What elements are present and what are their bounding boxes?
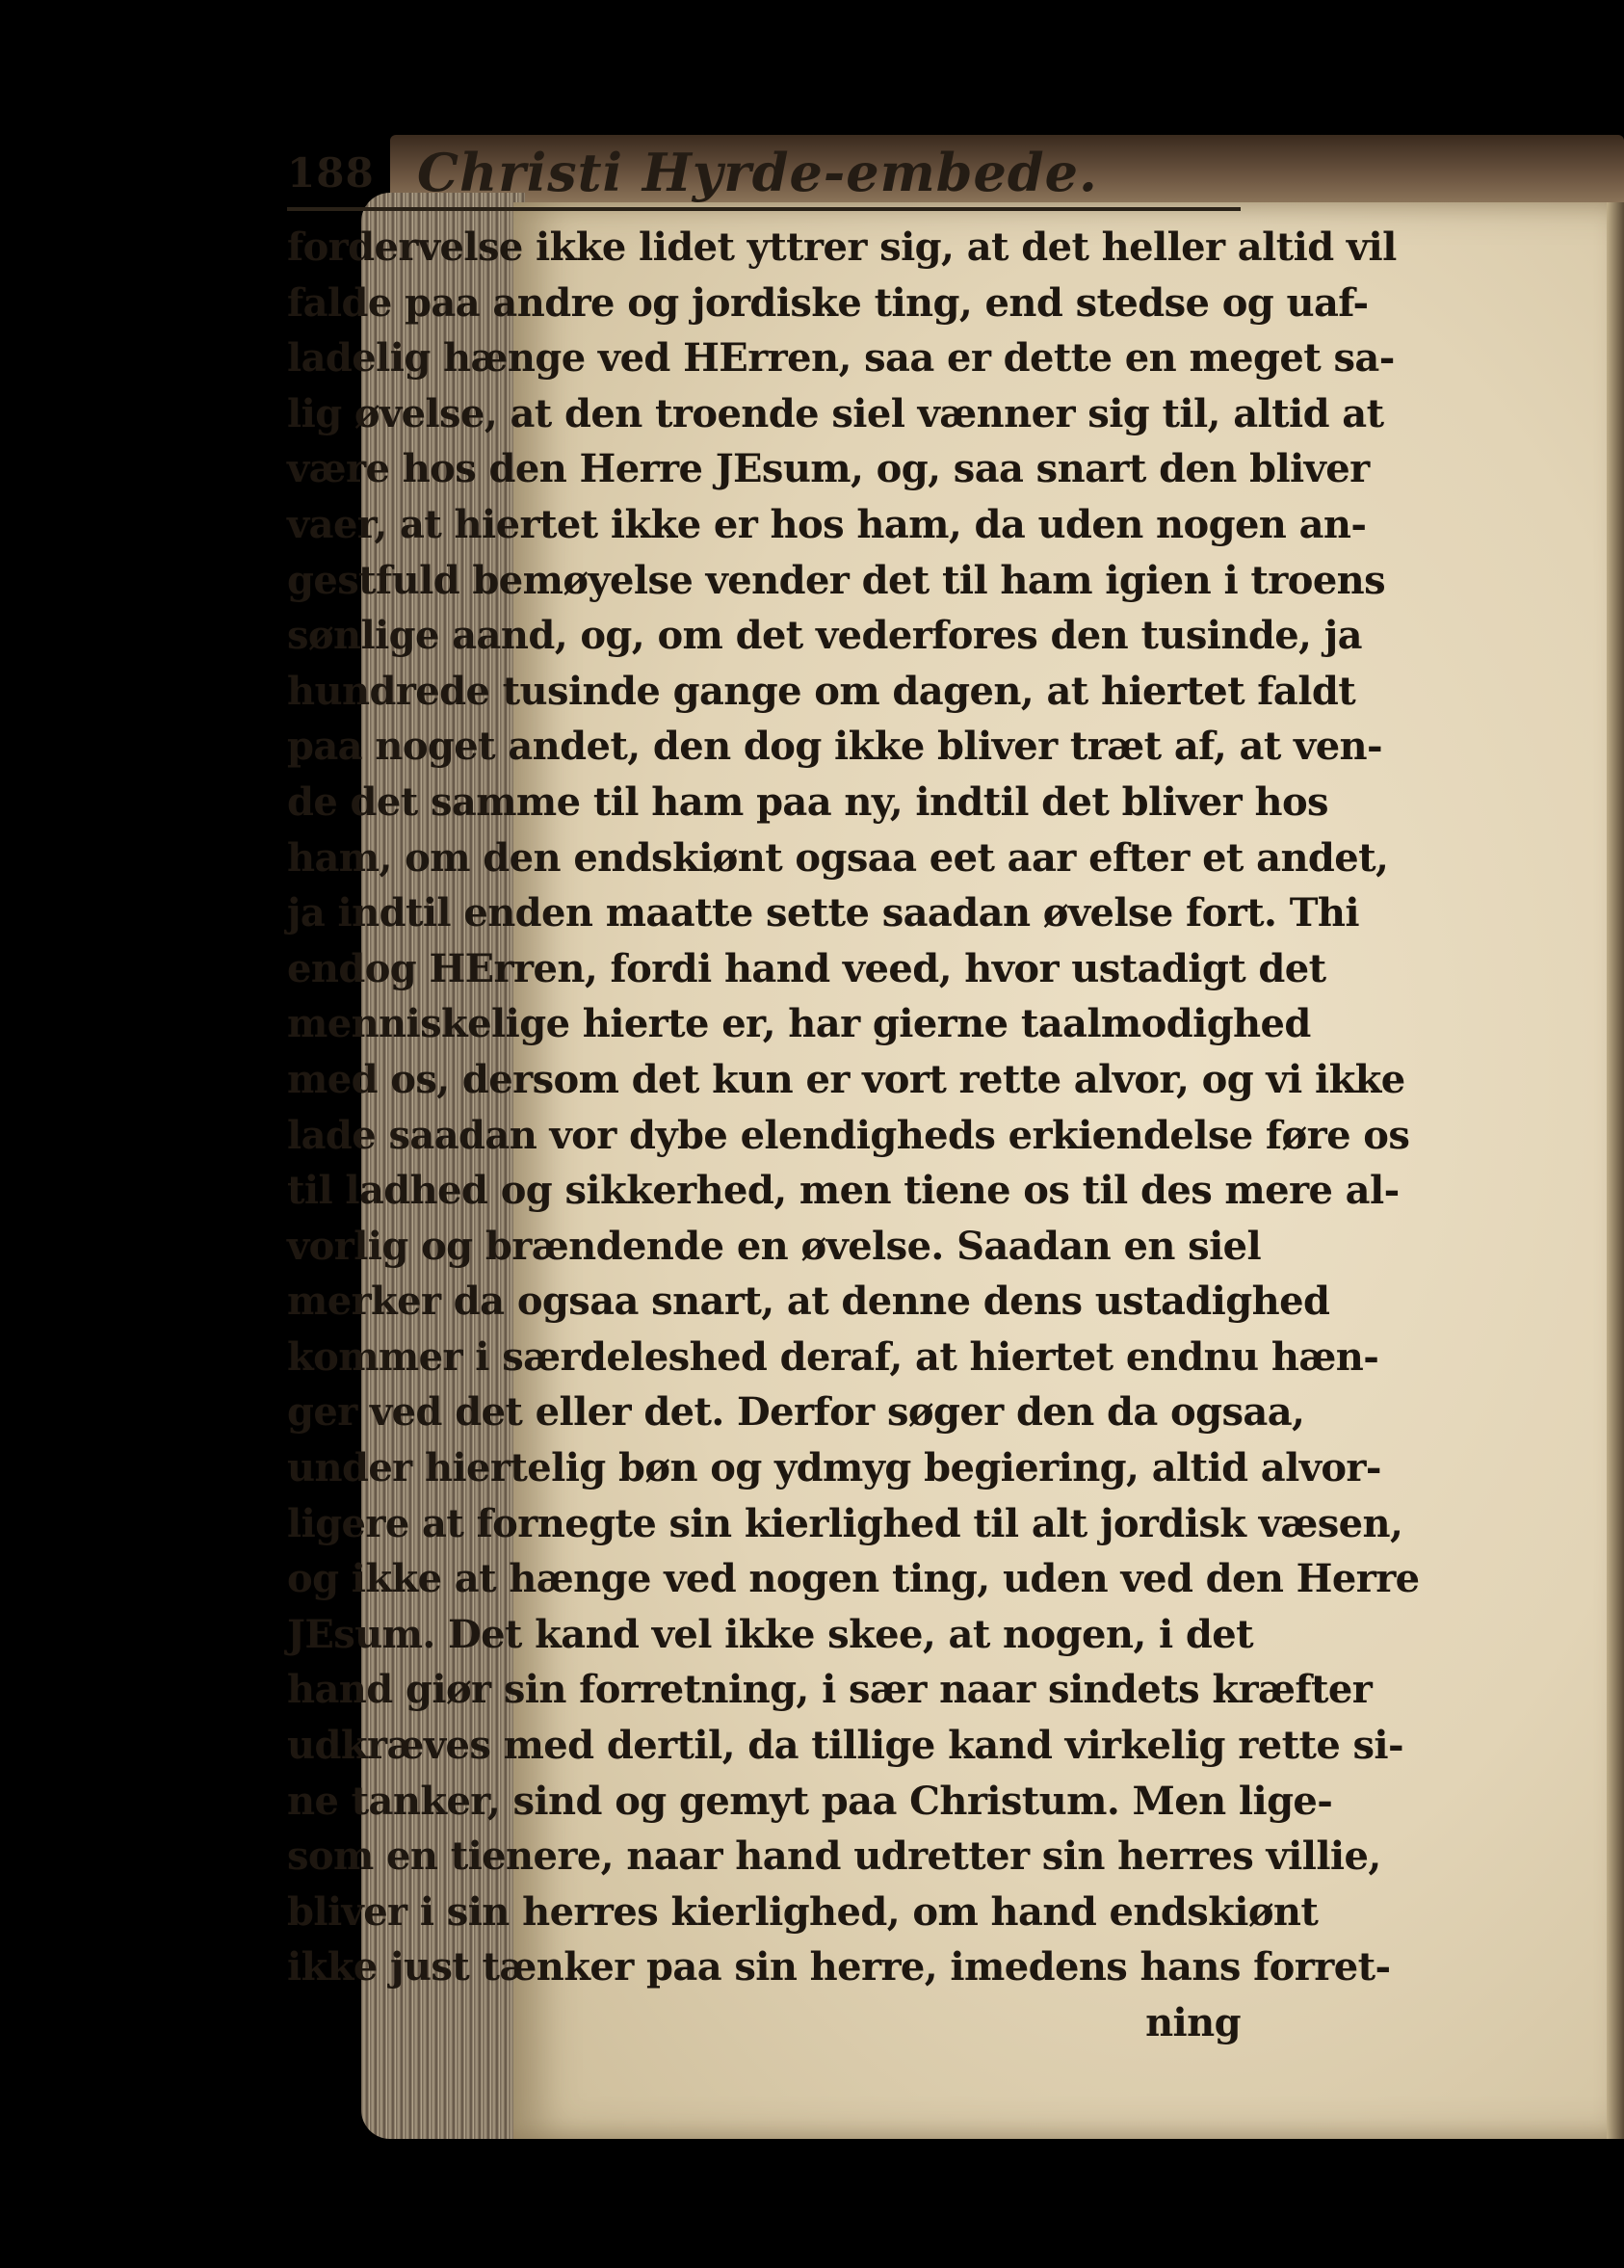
text-line: lade saadan vor dybe elendigheds erkiendelse føre os	[287, 1112, 1410, 1158]
page-header	[287, 142, 1241, 211]
text-line: sønlige aand, og, om det vederfores den tusinde, ja	[287, 613, 1362, 659]
text-line: og ikke at hænge ved nogen ting, uden ved den Herre	[287, 1556, 1420, 1602]
text-line: endog HErren, fordi hand veed, hvor ustadigt det	[287, 945, 1326, 991]
text-line: vaer, at hiertet ikke er hos ham, da uden nogen an-	[287, 501, 1367, 547]
book-gutter	[1607, 202, 1624, 2139]
text-line: fordervelse ikke lidet yttrer sig, at det heller altid vil	[287, 224, 1397, 270]
text-line: falde paa andre og jordiske ting, end stedse og uaf-	[287, 279, 1369, 326]
text-line: lig øvelse, at den troende siel vænner sig til, altid at	[287, 390, 1384, 436]
text-line: gestfuld bemøyelse vender det til ham igien i troens	[287, 557, 1386, 603]
text-line: til ladhed og sikkerhed, men tiene os til des mere al-	[287, 1168, 1400, 1214]
page-body-text	[287, 220, 1420, 2051]
text-line: som en tienere, naar hand udretter sin herres villie,	[287, 1833, 1381, 1880]
text-line: udkræves med dertil, da tillige kand virkelig rette si-	[287, 1723, 1404, 1769]
text-line: ladelig hænge ved HErren, saa er dette en meget sa-	[287, 335, 1395, 382]
text-line: ger ved det eller det. Derfor søger den da ogsaa,	[287, 1389, 1305, 1436]
text-line: kommer i særdeleshed deraf, at hiertet endnu hæn-	[287, 1333, 1379, 1380]
text-line: menniskelige hierte er, har gierne taalmodighed	[287, 1001, 1311, 1047]
text-line: ham, om den endskiønt ogsaa eet aar efter et andet,	[287, 834, 1389, 881]
text-line: ja indtil enden maatte sette saadan øvelse fort. Thi	[287, 890, 1359, 936]
text-line: ligere at fornegte sin kierlighed til alt jordisk væsen,	[287, 1500, 1403, 1546]
text-line: JEsum. Det kand vel ikke skee, at nogen, i det	[287, 1611, 1253, 1657]
text-line: bliver i sin herres kierlighed, om hand endskiønt	[287, 1888, 1319, 1935]
text-line: vorlig og brændende en øvelse. Saadan en siel	[287, 1223, 1262, 1269]
text-line: hand giør sin forretning, i sær naar sindets kræfter	[287, 1667, 1373, 1713]
text-line: under hiertelig bøn og ydmyg begiering, altid alvor-	[287, 1445, 1381, 1491]
catchword: ning	[1145, 2000, 1241, 2045]
text-line: paa noget andet, den dog ikke bliver træt af, at ven-	[287, 724, 1383, 770]
text-line: hundrede tusinde gange om dagen, at hiertet faldt	[287, 668, 1356, 714]
text-line: ikke just tænker paa sin herre, imedens hans forret-	[287, 1944, 1391, 1991]
text-line: være hos den Herre JEsum, og, saa snart den bliver	[287, 446, 1370, 492]
text-line: merker da ogsaa snart, at denne dens ustadighed	[287, 1279, 1330, 1325]
text-line: ne tanker, sind og gemyt paa Christum. Men lige-	[287, 1778, 1333, 1824]
running-head: Christi Hyrde-embede.	[417, 142, 1098, 203]
text-line: med os, dersom det kun er vort rette alvor, og vi ikke	[287, 1056, 1405, 1102]
page-number: 188	[287, 149, 375, 197]
text-line: de det samme til ham paa ny, indtil det bliver hos	[287, 778, 1328, 825]
